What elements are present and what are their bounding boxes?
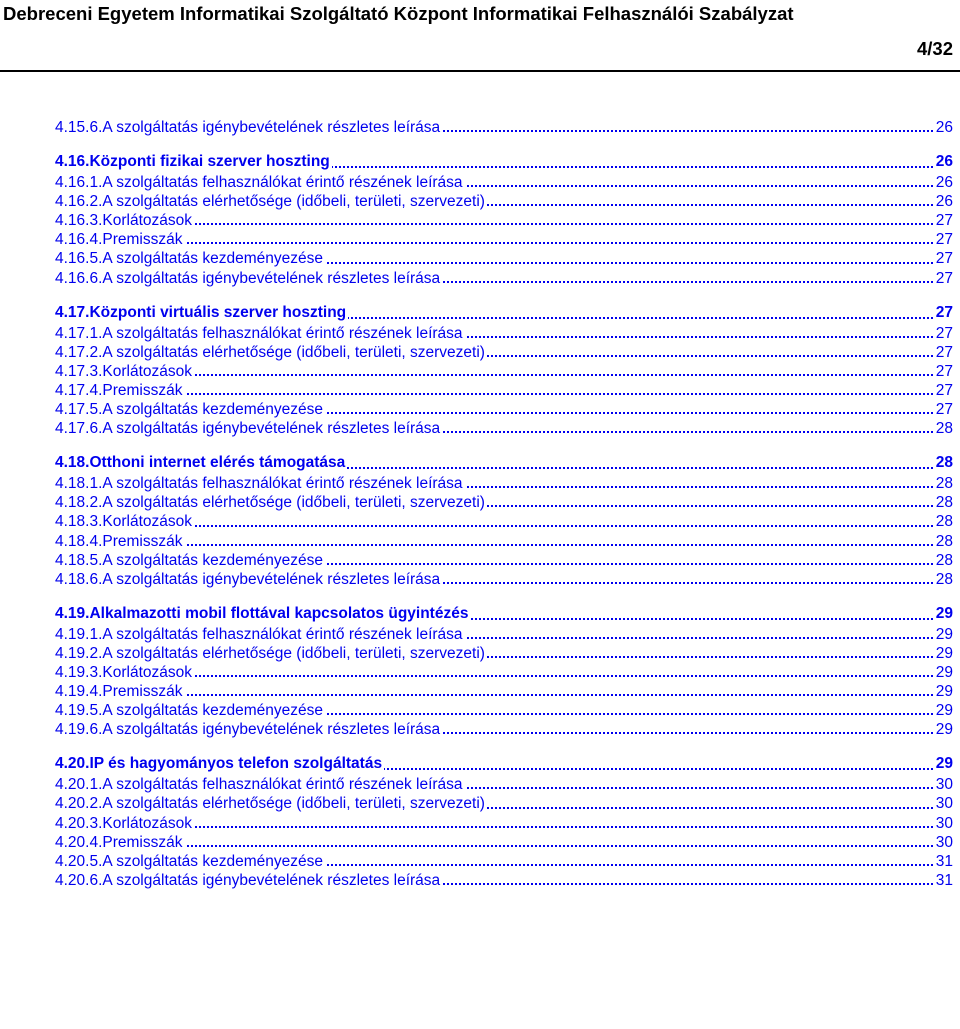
toc-entry-label: 4.20.4.Premisszák xyxy=(55,833,183,851)
toc-subsection-link[interactable] xyxy=(55,211,953,230)
toc-entry-page: 29 xyxy=(935,663,953,681)
toc-entry-label: 4.20.5.A szolgáltatás kezdeményezése xyxy=(55,852,323,870)
toc-entry-page: 30 xyxy=(935,776,953,794)
toc-entry-page: 26 xyxy=(934,151,953,173)
toc-entry-page: 26 xyxy=(935,119,953,136)
toc-subsection-link[interactable] xyxy=(55,682,953,701)
toc-subsection-link[interactable] xyxy=(55,625,953,644)
toc-subsection-link[interactable] xyxy=(55,419,953,438)
toc-entry-label: 4.17.6.A szolgáltatás igénybevételének részletes leírása xyxy=(55,420,441,438)
toc-subsection-link[interactable] xyxy=(55,775,953,794)
toc-entry-label: 4.16.3.Korlátozások xyxy=(55,212,193,230)
toc-entry-page: 30 xyxy=(935,833,953,851)
toc-entry-label: 4.19.2.A szolgáltatás elérhetősége (időbeli, területi, szervezeti) xyxy=(55,644,485,662)
toc-entry-page: 31 xyxy=(935,871,953,889)
toc-subsection-link[interactable] xyxy=(55,269,953,288)
toc-subsection-link[interactable] xyxy=(55,192,953,211)
toc-subsection-link[interactable] xyxy=(55,871,953,890)
toc-entry-page: 28 xyxy=(935,513,953,531)
header-divider xyxy=(0,70,960,72)
toc-entry-label: 4.19.6.A szolgáltatás igénybevételének részletes leírása xyxy=(55,721,441,739)
toc-entry-page: 29 xyxy=(935,683,953,701)
toc-entry-page: 28 xyxy=(935,494,953,512)
toc-entry-page: 27 xyxy=(935,212,953,230)
toc-subsection-link[interactable] xyxy=(55,570,953,589)
toc-entry-page: 29 xyxy=(934,753,953,775)
toc-subsection-link[interactable] xyxy=(55,493,953,512)
toc-entry-label: 4.18.3.Korlátozások xyxy=(55,513,193,531)
toc-entry-label: 4.16.2.A szolgáltatás elérhetősége (időbeli, területi, szervezeti) xyxy=(55,193,485,211)
toc-entry-page: 27 xyxy=(935,401,953,419)
table-of-contents xyxy=(0,118,960,890)
toc-entry-label: 4.18.6.A szolgáltatás igénybevételének részletes leírása xyxy=(55,570,441,588)
toc-subsection-link[interactable] xyxy=(55,343,953,362)
toc-subsection-link[interactable] xyxy=(55,794,953,813)
toc-entry-page: 28 xyxy=(935,475,953,493)
toc-subsection-link[interactable] xyxy=(55,663,953,682)
toc-entry-page: 28 xyxy=(934,452,953,474)
toc-entry-label: 4.16.4.Premisszák xyxy=(55,231,183,249)
toc-subsection-link[interactable] xyxy=(55,852,953,871)
toc-entry-label: 4.16.1.A szolgáltatás felhasználókat érintő részének leírása xyxy=(55,174,463,192)
toc-entry-label: 4.18.Otthoni internet elérés támogatása xyxy=(55,452,347,474)
toc-subsection-link[interactable] xyxy=(55,324,953,343)
toc-entry-label: 4.19.3.Korlátozások xyxy=(55,663,193,681)
toc-entry-label: 4.16.5.A szolgáltatás kezdeményezése xyxy=(55,250,323,268)
toc-entry-page: 27 xyxy=(935,269,953,287)
toc-subsection-link[interactable] xyxy=(55,230,953,249)
toc-entry-page: 26 xyxy=(935,174,953,192)
toc-entry-page: 31 xyxy=(935,852,953,870)
toc-subsection-link[interactable] xyxy=(55,474,953,493)
toc-section-link[interactable] xyxy=(55,302,953,324)
toc-dot-leader xyxy=(55,845,953,847)
toc-entry-label: 4.17.3.Korlátozások xyxy=(55,362,193,380)
toc-entry-page: 27 xyxy=(935,362,953,380)
toc-subsection-link[interactable] xyxy=(55,381,953,400)
toc-subsection-link[interactable] xyxy=(55,551,953,570)
toc-entry-label: 4.19.1.A szolgáltatás felhasználókat érintő részének leírása xyxy=(55,625,463,643)
toc-subsection-link[interactable] xyxy=(55,720,953,739)
toc-dot-leader xyxy=(55,242,953,244)
toc-subsection-link[interactable] xyxy=(55,644,953,663)
toc-entry-label: 4.18.4.Premisszák xyxy=(55,532,183,550)
toc-entry-label: 4.17.2.A szolgáltatás elérhetősége (időbeli, területi, szervezeti) xyxy=(55,343,485,361)
toc-entry-label: 4.18.2.A szolgáltatás elérhetősége (időbeli, területi, szervezeti) xyxy=(55,494,485,512)
toc-entry-label: 4.17.5.A szolgáltatás kezdeményezése xyxy=(55,401,323,419)
toc-dot-leader xyxy=(55,544,953,546)
toc-entry-label: 4.16.Központi fizikai szerver hoszting xyxy=(55,151,332,173)
toc-subsection-link[interactable] xyxy=(55,400,953,419)
toc-entry-page: 28 xyxy=(935,532,953,550)
toc-entry-page: 29 xyxy=(935,721,953,739)
page-number: 4/32 xyxy=(916,38,953,59)
toc-entry-label: 4.18.1.A szolgáltatás felhasználókat érintő részének leírása xyxy=(55,475,463,493)
toc-entry-label: 4.17.4.Premisszák xyxy=(55,381,183,399)
toc-entry-page: 27 xyxy=(935,324,953,342)
toc-entry-label: 4.19.5.A szolgáltatás kezdeményezése xyxy=(55,702,323,720)
toc-entry-page: 26 xyxy=(935,193,953,211)
toc-entry-page: 28 xyxy=(935,570,953,588)
toc-entry-page: 28 xyxy=(935,551,953,569)
toc-subsection-link[interactable] xyxy=(55,512,953,531)
toc-entry-label: 4.17.Központi virtuális szerver hoszting xyxy=(55,302,348,324)
toc-entry-label: 4.19.Alkalmazotti mobil flottával kapcsolatos ügyintézés xyxy=(55,603,470,625)
toc-entry-page: 27 xyxy=(935,250,953,268)
toc-entry-page: 29 xyxy=(935,644,953,662)
toc-entry-page: 27 xyxy=(935,231,953,249)
toc-section-link[interactable] xyxy=(55,603,953,625)
toc-section-link[interactable] xyxy=(55,151,953,173)
toc-entry-label: 4.15.6.A szolgáltatás igénybevételének részletes leírása xyxy=(55,119,441,136)
toc-section-link[interactable] xyxy=(55,753,953,775)
toc-subsection-link[interactable] xyxy=(55,362,953,381)
toc-entry-label: 4.20.3.Korlátozások xyxy=(55,814,193,832)
toc-entry-page: 29 xyxy=(935,625,953,643)
toc-section-link[interactable] xyxy=(55,452,953,474)
toc-dot-leader xyxy=(55,393,953,395)
toc-dot-leader xyxy=(55,694,953,696)
toc-entry-page: 27 xyxy=(935,381,953,399)
toc-subsection-link[interactable] xyxy=(55,833,953,852)
toc-entry-page: 29 xyxy=(934,603,953,625)
toc-entry-label: 4.16.6.A szolgáltatás igénybevételének részletes leírása xyxy=(55,269,441,287)
toc-subsection-link[interactable] xyxy=(55,532,953,551)
toc-entry-page: 30 xyxy=(935,795,953,813)
toc-entry-label: 4.17.1.A szolgáltatás felhasználókat érintő részének leírása xyxy=(55,324,463,342)
toc-entry-label: 4.20.1.A szolgáltatás felhasználókat érintő részének leírása xyxy=(55,776,463,794)
toc-entry-label: 4.20.IP és hagyományos telefon szolgáltatás xyxy=(55,753,384,775)
toc-entry-label: 4.20.2.A szolgáltatás elérhetősége (időbeli, területi, szervezeti) xyxy=(55,795,485,813)
toc-subsection-link[interactable] xyxy=(55,701,953,720)
toc-entry-page: 27 xyxy=(935,343,953,361)
toc-entry-page: 28 xyxy=(935,420,953,438)
toc-subsection-link[interactable] xyxy=(55,814,953,833)
toc-subsection-link[interactable] xyxy=(55,249,953,268)
toc-entry-page: 29 xyxy=(935,702,953,720)
toc-entry-label: 4.20.6.A szolgáltatás igénybevételének részletes leírása xyxy=(55,871,441,889)
toc-entry-label: 4.19.4.Premisszák xyxy=(55,683,183,701)
toc-entry-page: 30 xyxy=(935,814,953,832)
toc-subsection-link[interactable] xyxy=(55,118,953,137)
document-header-title: Debreceni Egyetem Informatikai Szolgáltató Központ Informatikai Felhasználói Szabályzat xyxy=(3,3,794,24)
toc-entry-label: 4.18.5.A szolgáltatás kezdeményezése xyxy=(55,551,323,569)
toc-entry-page: 27 xyxy=(934,302,953,324)
toc-subsection-link[interactable] xyxy=(55,173,953,192)
